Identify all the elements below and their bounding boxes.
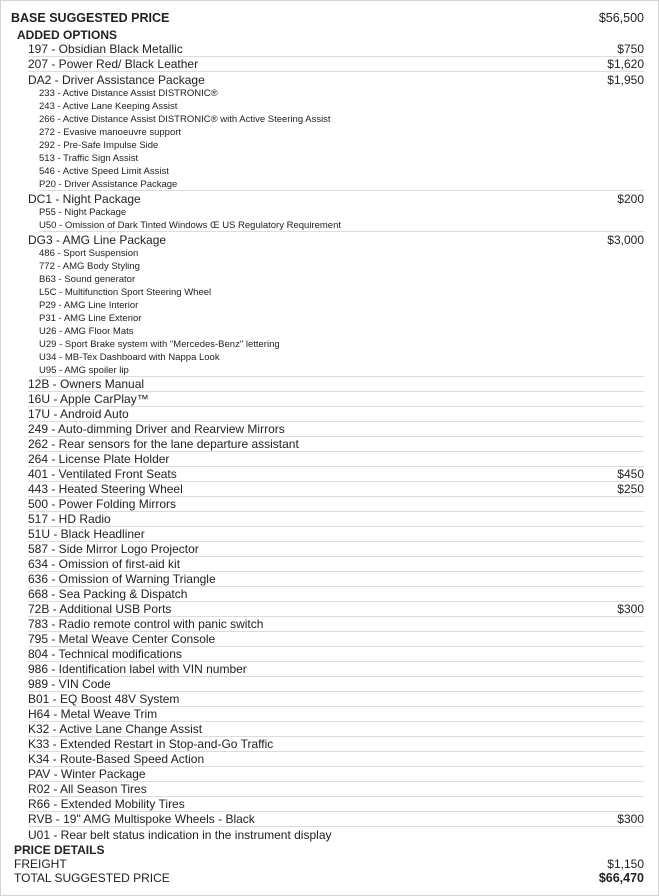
option-row bbox=[28, 782, 644, 797]
option-label: 986 - Identification label with VIN number bbox=[28, 662, 247, 676]
total-price-value: $66,470 bbox=[598, 871, 644, 885]
option-row bbox=[28, 422, 644, 437]
option-label: 989 - VIN Code bbox=[28, 677, 111, 691]
base-price-row bbox=[11, 9, 644, 27]
option-label: 783 - Radio remote control with panic switch bbox=[28, 617, 264, 631]
package-item-row bbox=[39, 178, 644, 191]
added-options-heading: ADDED OPTIONS bbox=[17, 28, 118, 42]
option-row bbox=[28, 647, 644, 662]
option-row bbox=[28, 572, 644, 587]
option-label: 795 - Metal Weave Center Console bbox=[28, 632, 216, 646]
option-label: DG3 - AMG Line Package bbox=[28, 232, 167, 247]
package-item-label: 292 - Pre-Safe Impulse Side bbox=[39, 140, 159, 151]
option-label: 587 - Side Mirror Logo Projector bbox=[28, 542, 199, 556]
option-label: 804 - Technical modifications bbox=[28, 647, 182, 661]
option-price: $1,620 bbox=[607, 57, 644, 71]
option-row bbox=[28, 737, 644, 752]
package-item-row bbox=[39, 338, 644, 351]
option-row bbox=[28, 692, 644, 707]
package-item-label: 272 - Evasive manoeuvre support bbox=[39, 127, 182, 138]
option-price: $750 bbox=[617, 42, 644, 56]
option-label: 17U - Android Auto bbox=[28, 407, 129, 421]
option-price: $300 bbox=[617, 812, 644, 826]
total-price-label: TOTAL SUGGESTED PRICE bbox=[14, 871, 170, 885]
option-price: $250 bbox=[617, 482, 644, 496]
package-item-row bbox=[39, 165, 644, 178]
option-row bbox=[28, 467, 644, 482]
option-row bbox=[28, 377, 644, 392]
option-label: K32 - Active Lane Change Assist bbox=[28, 722, 203, 736]
option-label: RVB - 19" AMG Multispoke Wheels - Black bbox=[28, 812, 255, 826]
option-label: 12B - Owners Manual bbox=[28, 377, 145, 391]
option-row bbox=[28, 812, 644, 827]
option-row bbox=[28, 407, 644, 422]
option-label: B01 - EQ Boost 48V System bbox=[28, 692, 180, 706]
option-row bbox=[28, 827, 644, 842]
option-label: 262 - Rear sensors for the lane departure assistant bbox=[28, 437, 299, 451]
package-item-label: U29 - Sport Brake system with "Mercedes-Benz" lettering bbox=[39, 339, 280, 350]
option-label: 634 - Omission of first-aid kit bbox=[28, 557, 181, 571]
option-price: $450 bbox=[617, 467, 644, 481]
option-label: 51U - Black Headliner bbox=[28, 527, 145, 541]
option-row bbox=[28, 392, 644, 407]
option-row bbox=[28, 191, 644, 206]
option-label: U01 - Rear belt status indication in the instrument display bbox=[28, 827, 332, 842]
base-price-value: $56,500 bbox=[598, 11, 644, 25]
package-item-row bbox=[39, 299, 644, 312]
option-row bbox=[28, 557, 644, 572]
package-item-row bbox=[39, 206, 644, 219]
option-row bbox=[28, 497, 644, 512]
package-item-label: U95 - AMG spoiler lip bbox=[39, 364, 129, 376]
package-item-label: B63 - Sound generator bbox=[39, 274, 136, 285]
package-item-label: 266 - Active Distance Assist DISTRONIC® with Active Steering Assist bbox=[39, 114, 331, 125]
option-price: $300 bbox=[617, 602, 644, 616]
option-label: 16U - Apple CarPlay™ bbox=[28, 392, 149, 406]
option-label: PAV - Winter Package bbox=[28, 767, 146, 781]
package-item-row bbox=[39, 364, 644, 377]
option-row bbox=[28, 767, 644, 782]
package-item-row bbox=[39, 247, 644, 260]
package-item-label: P20 - Driver Assistance Package bbox=[39, 178, 178, 190]
option-label: DC1 - Night Package bbox=[28, 191, 141, 206]
option-label: 443 - Heated Steering Wheel bbox=[28, 482, 183, 496]
option-row bbox=[28, 722, 644, 737]
option-row bbox=[28, 452, 644, 467]
option-row bbox=[28, 57, 644, 72]
package-item-label: U50 - Omission of Dark Tinted Windows Œ US Regulatory Requirement bbox=[39, 219, 342, 231]
option-row bbox=[28, 617, 644, 632]
package-item-row bbox=[39, 286, 644, 299]
option-row bbox=[28, 512, 644, 527]
option-label: 264 - License Plate Holder bbox=[28, 452, 170, 466]
package-item-label: P31 - AMG Line Exterior bbox=[39, 313, 142, 324]
package-item-row bbox=[39, 126, 644, 139]
option-row bbox=[28, 482, 644, 497]
option-price: $1,950 bbox=[607, 72, 644, 87]
package-item-label: 243 - Active Lane Keeping Assist bbox=[39, 101, 178, 112]
package-item-row bbox=[39, 152, 644, 165]
option-label: 500 - Power Folding Mirrors bbox=[28, 497, 177, 511]
freight-label: FREIGHT bbox=[14, 857, 67, 871]
package-item-row bbox=[39, 139, 644, 152]
freight-row bbox=[14, 857, 644, 871]
package-item-row bbox=[39, 273, 644, 286]
package-item-label: 546 - Active Speed Limit Assist bbox=[39, 166, 169, 177]
package-item-label: U26 - AMG Floor Mats bbox=[39, 326, 134, 337]
option-row bbox=[28, 707, 644, 722]
package-item-row bbox=[39, 100, 644, 113]
option-label: DA2 - Driver Assistance Package bbox=[28, 72, 205, 87]
package-item-row bbox=[39, 312, 644, 325]
option-label: K34 - Route-Based Speed Action bbox=[28, 752, 205, 766]
package-item-row bbox=[39, 351, 644, 364]
option-label: 207 - Power Red/ Black Leather bbox=[28, 57, 199, 71]
price-details-heading: PRICE DETAILS bbox=[14, 843, 105, 857]
package-item-label: 772 - AMG Body Styling bbox=[39, 261, 140, 272]
package-item-row bbox=[39, 87, 644, 100]
option-label: R02 - All Season Tires bbox=[28, 782, 147, 796]
package-item-label: 486 - Sport Suspension bbox=[39, 248, 139, 259]
option-row bbox=[28, 437, 644, 452]
package-item-row bbox=[39, 219, 644, 232]
package-item-row bbox=[39, 260, 644, 273]
package-item-row bbox=[39, 325, 644, 338]
option-label: K33 - Extended Restart in Stop-and-Go Traffic bbox=[28, 737, 274, 751]
option-price: $200 bbox=[617, 191, 644, 206]
option-row bbox=[28, 632, 644, 647]
option-label: 401 - Ventilated Front Seats bbox=[28, 467, 177, 481]
option-row bbox=[28, 587, 644, 602]
option-row bbox=[28, 602, 644, 617]
option-row bbox=[28, 677, 644, 692]
option-price: $3,000 bbox=[607, 232, 644, 247]
package-item-label: U34 - MB-Tex Dashboard with Nappa Look bbox=[39, 352, 220, 363]
option-label: 72B - Additional USB Ports bbox=[28, 602, 172, 616]
option-label: 249 - Auto-dimming Driver and Rearview Mirrors bbox=[28, 422, 285, 436]
total-price-row bbox=[14, 871, 644, 885]
package-item-label: 513 - Traffic Sign Assist bbox=[39, 153, 139, 164]
option-row bbox=[28, 662, 644, 677]
option-row bbox=[28, 527, 644, 542]
package-item-label: 233 - Active Distance Assist DISTRONIC® bbox=[39, 88, 218, 99]
package-item-label: L5C - Multifunction Sport Steering Wheel bbox=[39, 287, 212, 298]
option-row bbox=[28, 797, 644, 812]
option-row bbox=[28, 752, 644, 767]
option-row bbox=[28, 42, 644, 57]
option-label: 668 - Sea Packing & Dispatch bbox=[28, 587, 188, 601]
option-label: 636 - Omission of Warning Triangle bbox=[28, 572, 216, 586]
base-price-label: BASE SUGGESTED PRICE bbox=[11, 11, 170, 25]
package-item-row bbox=[39, 113, 644, 126]
freight-value: $1,150 bbox=[607, 857, 644, 871]
option-label: 197 - Obsidian Black Metallic bbox=[28, 42, 183, 56]
option-label: R66 - Extended Mobility Tires bbox=[28, 797, 185, 811]
option-row bbox=[28, 542, 644, 557]
package-item-label: P29 - AMG Line Interior bbox=[39, 300, 139, 311]
option-label: H64 - Metal Weave Trim bbox=[28, 707, 158, 721]
package-item-label: P55 - Night Package bbox=[39, 207, 127, 218]
option-row bbox=[28, 232, 644, 247]
option-label: 517 - HD Radio bbox=[28, 512, 111, 526]
option-row bbox=[28, 72, 644, 87]
